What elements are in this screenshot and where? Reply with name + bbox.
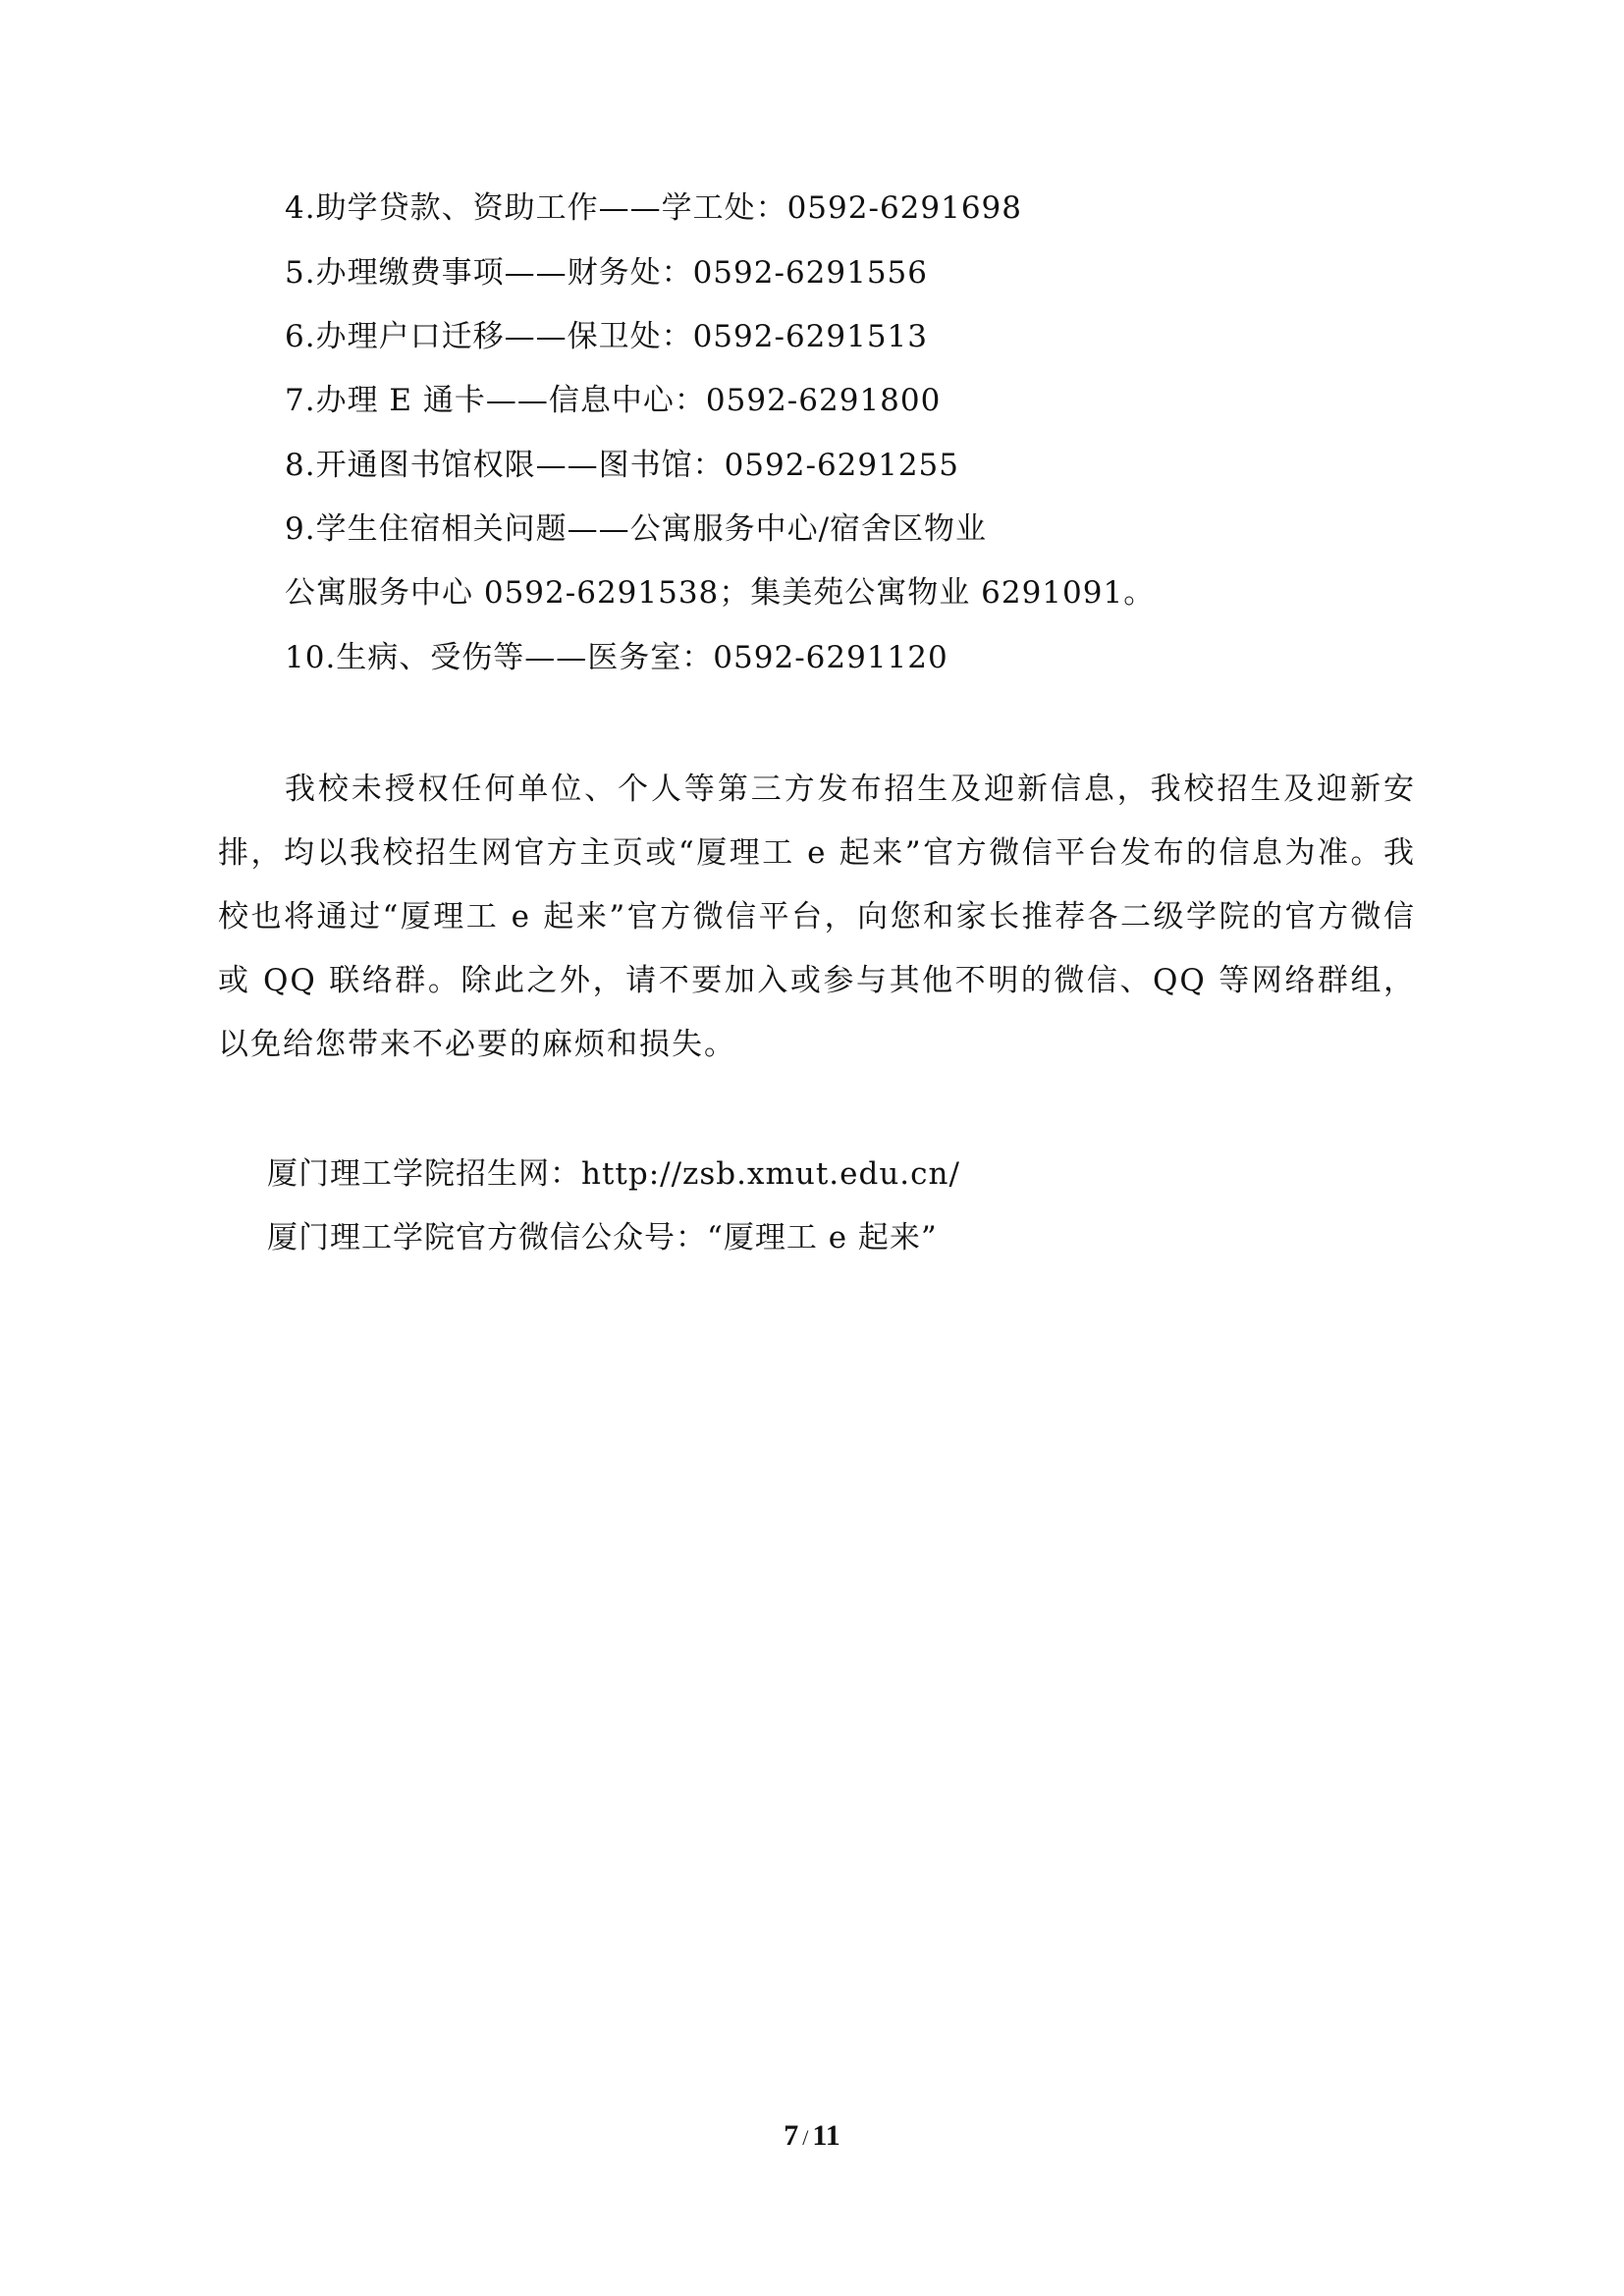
contact-item-housing: 9.学生住宿相关问题——公寓服务中心/宿舍区物业 <box>285 511 988 547</box>
contact-item-housing-phones: 公寓服务中心 0592-6291538；集美苑公寓物业 6291091。 <box>285 575 1156 611</box>
contact-item-library: 8.开通图书馆权限——图书馆：0592-6291255 <box>285 448 960 483</box>
page-number <box>0 2118 1624 2156</box>
contact-item-loans: 4.助学贷款、资助工作——学工处：0592-6291698 <box>285 190 1023 226</box>
admissions-website-link[interactable]: 厦门理工学院招生网：http://zsb.xmut.edu.cn/ <box>267 1156 960 1192</box>
wechat-account-text: 厦门理工学院官方微信公众号：“厦理工 e 起来” <box>267 1220 938 1255</box>
contact-item-household: 6.办理户口迁移——保卫处：0592-6291513 <box>285 319 929 354</box>
contact-item-ecard: 7.办理 E 通卡——信息中心：0592-6291800 <box>285 383 942 418</box>
page-separator: / <box>802 2125 809 2150</box>
notice-paragraph: 我校未授权任何单位、个人等第三方发布招生及迎新信息，我校招生及迎新安排，均以我校招生网官方主页或“厦理工 e 起来”官方微信平台发布的信息为准。我校也将通过“厦理工 e 起来”官方微信平台，向您和家长推荐各二级学院的官方微信或 QQ 联络群。除此之外，请不要加入或参与其他不明的微信、QQ 等网络群组，以免给您带来不必要的麻烦和损失。 <box>218 772 1416 1062</box>
page-current: 7 <box>784 2119 799 2152</box>
page-total: 11 <box>812 2119 840 2152</box>
contact-item-clinic: 10.生病、受伤等——医务室：0592-6291120 <box>285 640 948 675</box>
contact-item-payment: 5.办理缴费事项——财务处：0592-6291556 <box>285 255 929 291</box>
